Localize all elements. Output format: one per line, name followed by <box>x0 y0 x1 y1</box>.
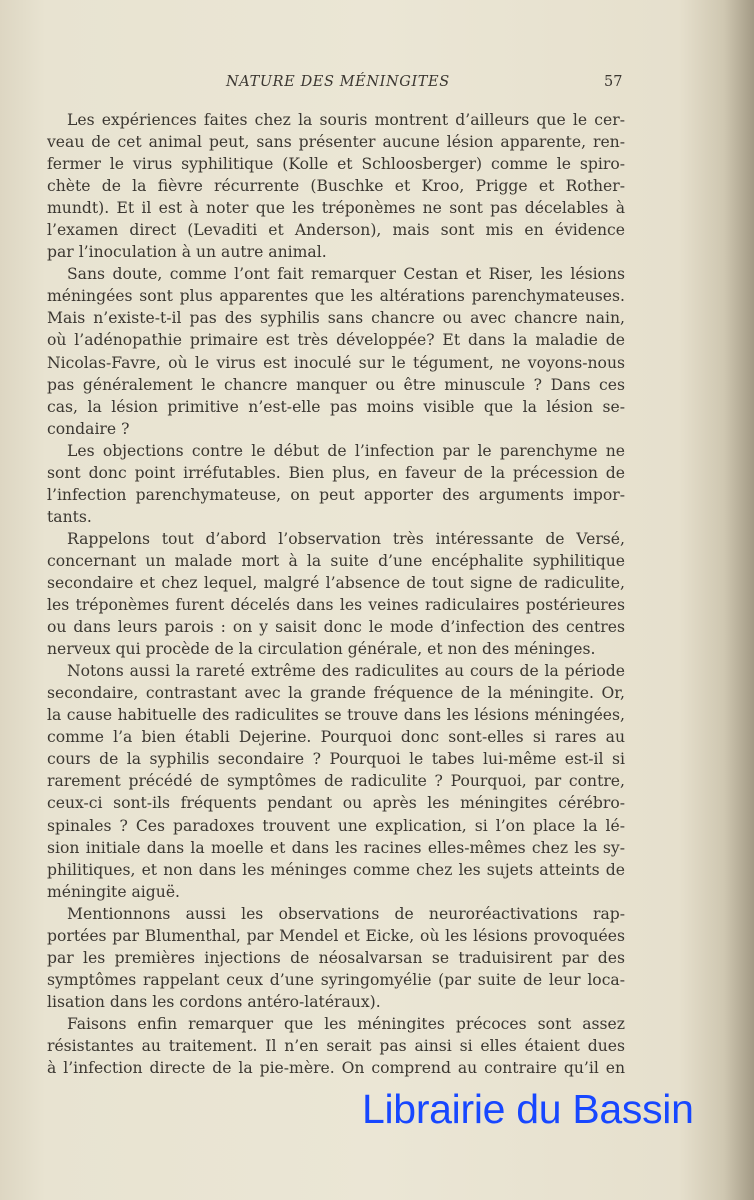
text-line: par l’inoculation à un autre animal. <box>47 243 327 262</box>
text-line: secondaire, contrastant avec la grande fréquence de la méningite. Or, <box>47 684 625 703</box>
text-line: fermer le virus syphilitique (Kolle et Schloosberger) comme le spiro- <box>47 155 625 174</box>
text-line: où l’adénopathie primaire est très développée? Et dans la maladie de <box>47 331 625 350</box>
text-line: Les objections contre le début de l’infection par le parenchyme ne <box>67 441 625 460</box>
text-line: secondaire et chez lequel, malgré l’absence de tout signe de radiculite, <box>47 573 625 592</box>
text-line: philitiques, et non dans les méninges comme chez les sujets atteints de <box>47 860 625 879</box>
text-line: mundt). Et il est à noter que les tréponèmes ne sont pas décelables à <box>47 199 625 218</box>
text-line: les tréponèmes furent décelés dans les veines radiculaires postérieures <box>47 596 625 615</box>
text-line: rarement précédé de symptômes de radiculite ? Pourquoi, par contre, <box>47 772 625 791</box>
text-line: sion initiale dans la moelle et dans les racines elles-mêmes chez les sy- <box>47 838 625 857</box>
text-line: chète de la fièvre récurrente (Buschke et Kroo, Prigge et Rother- <box>47 177 625 196</box>
paragraph <box>47 1013 625 1079</box>
text-line: Mentionnons aussi les observations de neuroréactivations rap- <box>67 904 625 923</box>
text-line: Mais n’existe-t-il pas des syphilis sans chancre ou avec chancre nain, <box>47 309 625 328</box>
text-line: résistantes au traitement. Il n’en serait pas ainsi si elles étaient dues <box>47 1036 625 1055</box>
text-line: pas généralement le chancre manquer ou être minuscule ? Dans ces <box>47 375 625 394</box>
text-line: portées par Blumenthal, par Mendel et Eicke, où les lésions provoquées <box>47 926 625 945</box>
text-line: sont donc point irréfutables. Bien plus, en faveur de la précession de <box>47 463 625 482</box>
text-line: Notons aussi la rareté extrême des radiculites au cours de la période <box>67 662 625 681</box>
text-line: concernant un malade mort à la suite d’une encéphalite syphilitique <box>47 551 625 570</box>
text-line: spinales ? Ces paradoxes trouvent une explication, si l’on place la lé- <box>47 816 625 835</box>
text-line: symptômes rappelant ceux d’une syringomyélie (par suite de leur loca- <box>47 970 625 989</box>
text-line: l’examen direct (Levaditi et Anderson), mais sont mis en évidence <box>47 221 625 240</box>
text-line: Les expériences faites chez la souris montrent d’ailleurs que le cer- <box>67 111 625 129</box>
text-line: par les premières injections de néosalvarsan se traduisirent par des <box>47 948 625 967</box>
text-line: cours de la syphilis secondaire ? Pourquoi le tabes lui-même est-il si <box>47 750 625 769</box>
text-line: Rappelons tout d’abord l’observation très intéressante de Versé, <box>67 529 625 548</box>
text-line: la cause habituelle des radiculites se trouve dans les lésions méningées, <box>47 706 625 725</box>
text-line: tants. <box>47 507 92 526</box>
text-line: méningées sont plus apparentes que les altérations parenchymateuses. <box>47 287 625 306</box>
text-line: Nicolas-Favre, où le virus est inoculé sur le tégument, ne voyons-nous <box>47 353 625 372</box>
text-line: condaire ? <box>47 419 130 438</box>
text-line: ou dans leurs parois : on y saisit donc le mode d’infection des centres <box>47 618 625 637</box>
paragraph <box>47 440 625 528</box>
paragraph <box>47 109 625 263</box>
text-line: veau de cet animal peut, sans présenter aucune lésion apparente, ren- <box>47 133 625 152</box>
page-header <box>0 74 754 96</box>
text-line: à l’infection directe de la pie-mère. On comprend au contraire qu’il en <box>47 1059 625 1078</box>
paragraph <box>47 660 625 903</box>
watermark: Librairie du Bassin <box>362 1086 694 1132</box>
text-line: l’infection parenchymateuse, on peut apporter des arguments impor- <box>47 485 625 504</box>
page-number: 57 <box>604 74 623 90</box>
text-line: cas, la lésion primitive n’est-elle pas moins visible que la lésion se- <box>47 397 625 416</box>
paragraph <box>47 263 625 439</box>
text-line: nerveux qui procède de la circulation générale, et non des méninges. <box>47 640 596 659</box>
paragraph <box>47 903 625 1013</box>
text-line: comme l’a bien établi Dejerine. Pourquoi donc sont-elles si rares au <box>47 728 625 747</box>
running-title: NATURE DES MÉNINGITES <box>226 74 450 90</box>
text-line: lisation dans les cordons antéro-latéraux). <box>47 992 381 1011</box>
paragraph <box>47 528 625 660</box>
text-line: ceux-ci sont-ils fréquents pendant ou après les méningites cérébro- <box>47 794 625 813</box>
text-line: Sans doute, comme l’ont fait remarquer Cestan et Riser, les lésions <box>67 265 625 284</box>
page-body <box>47 109 625 1079</box>
text-line: Faisons enfin remarquer que les méningites précoces sont assez <box>67 1014 625 1033</box>
text-line: méningite aiguë. <box>47 882 181 901</box>
